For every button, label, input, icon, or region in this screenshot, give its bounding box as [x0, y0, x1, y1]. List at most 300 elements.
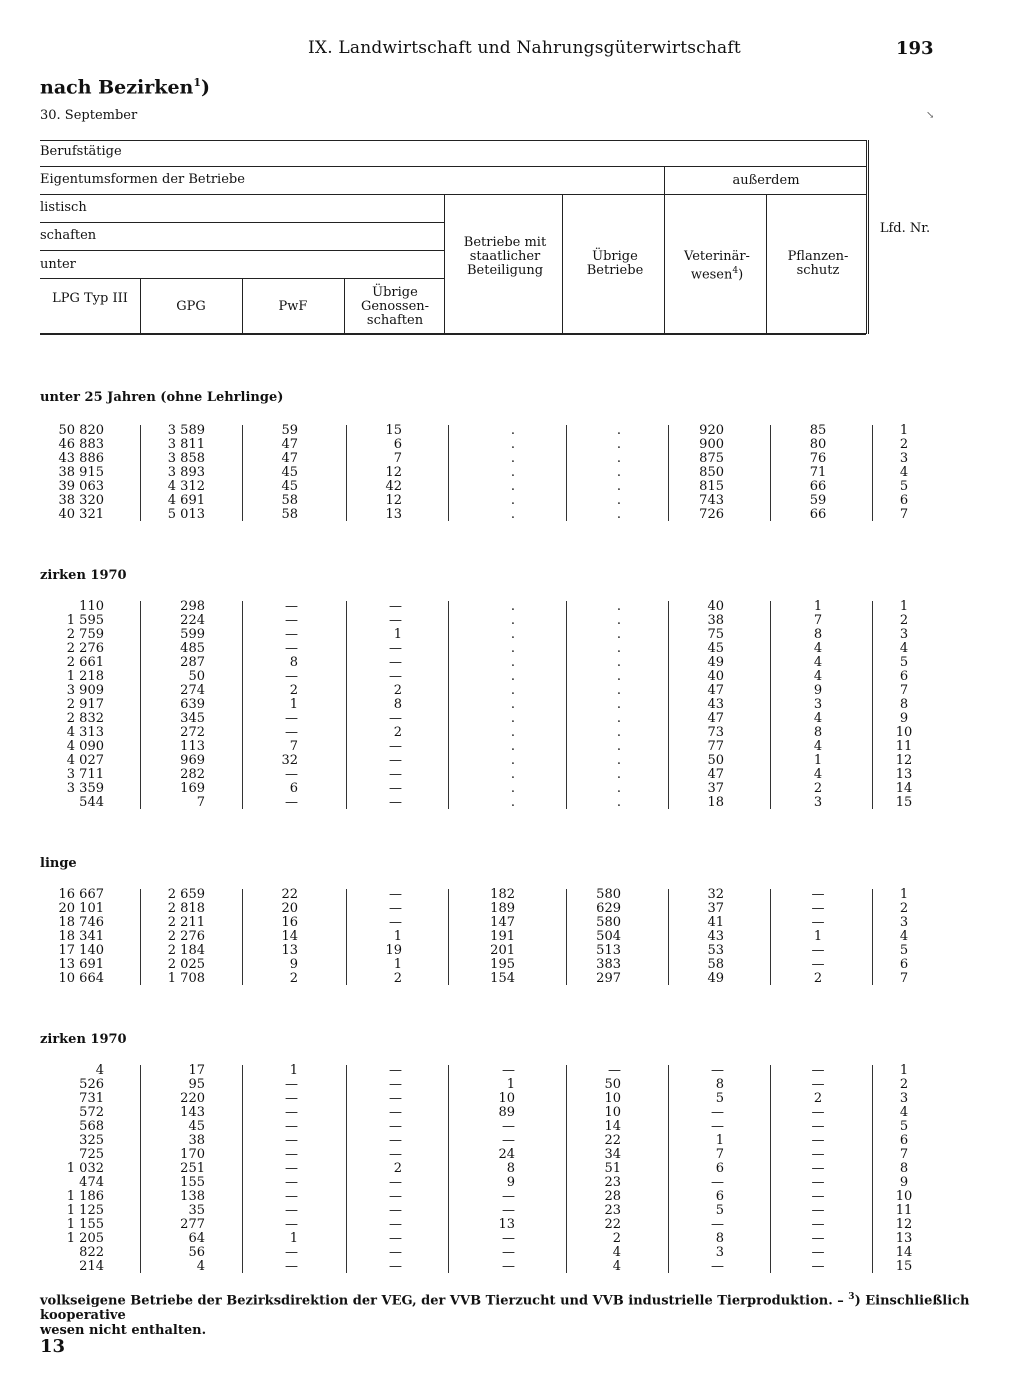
cell-uebrige-gen: 12 [385, 465, 402, 480]
cell-pflanz: — [811, 1119, 825, 1134]
cell-betriebe-staat: 195 [490, 957, 515, 972]
header-rule-v-ausserdem [664, 166, 665, 334]
cell-gpg: 969 [180, 753, 205, 768]
cell-pflanz: 7 [813, 613, 823, 628]
cell-uebrige-betr: 629 [596, 901, 621, 916]
footnote-line-1-b: ) Einschließlich kooperative [40, 1293, 970, 1324]
cell-pwf: — [285, 1105, 298, 1120]
cell-vet: 49 [707, 655, 724, 670]
cell-gpg: 2 276 [167, 929, 205, 944]
cell-uebrige-gen: 2 [393, 725, 402, 740]
table-row [0, 768, 1024, 782]
cell-lfd-nr: 5 [899, 1119, 909, 1134]
cell-uebrige-betr: . [616, 641, 621, 656]
cell-lfd-nr: 4 [899, 641, 909, 656]
table-row [0, 466, 1024, 480]
table-row [0, 656, 1024, 670]
cell-vet: 6 [715, 1161, 724, 1176]
cell-betriebe-staat: — [502, 1189, 515, 1204]
cell-gpg: 282 [180, 767, 205, 782]
cell-lfd-nr: 1 [899, 423, 909, 438]
cell-betriebe-staat: . [510, 451, 515, 466]
header-rule-3 [40, 222, 444, 223]
cell-lpg: 39 063 [58, 479, 104, 494]
cell-uebrige-betr: . [616, 739, 621, 754]
col-uebrige-genossenschaften: Übrige Genossen- schaften [360, 285, 430, 328]
cell-uebrige-gen: — [389, 1245, 402, 1260]
cell-pflanz: 3 [813, 795, 823, 810]
cell-lpg: 4 027 [66, 753, 104, 768]
cell-vet: 726 [699, 507, 724, 522]
cell-lpg: 1 032 [66, 1161, 104, 1176]
header-rule-v-gen [344, 278, 345, 334]
cell-lpg: 2 759 [66, 627, 104, 642]
cell-vet: 3 [715, 1245, 724, 1260]
col-vet-footnote-mark: 4 [732, 266, 739, 276]
cell-uebrige-gen: — [389, 901, 402, 916]
cell-lfd-nr: 6 [899, 669, 909, 684]
cell-pflanz: 80 [809, 437, 827, 452]
cell-uebrige-gen: 12 [385, 493, 402, 508]
cell-uebrige-betr: 504 [596, 929, 621, 944]
cell-uebrige-gen: 2 [393, 683, 402, 698]
col-pflanzenschutz: Pflanzen- schutz [787, 249, 849, 278]
cell-vet: — [711, 1217, 724, 1232]
cell-vet: 900 [699, 437, 724, 452]
cell-uebrige-gen: — [389, 1105, 402, 1120]
cell-uebrige-gen: — [389, 711, 402, 726]
cell-lpg: 568 [79, 1119, 104, 1134]
cell-pwf: 14 [281, 929, 298, 944]
cell-uebrige-betr: . [616, 697, 621, 712]
cell-lfd-nr: 1 [899, 1063, 909, 1078]
cell-vet: 43 [707, 697, 724, 712]
cell-lfd-nr: 7 [899, 507, 909, 522]
cell-pflanz: 4 [813, 669, 823, 684]
cell-uebrige-betr: . [616, 725, 621, 740]
cell-lpg: 1 218 [66, 669, 104, 684]
header-rule-v1 [444, 194, 445, 334]
cell-lpg: 38 915 [58, 465, 104, 480]
cell-gpg: 287 [180, 655, 205, 670]
cell-uebrige-gen: 1 [393, 627, 402, 642]
cell-lpg: 3 909 [66, 683, 104, 698]
cell-pwf: — [285, 613, 298, 628]
cell-pwf: 45 [281, 479, 298, 494]
cell-pflanz: 59 [809, 493, 827, 508]
table-row [0, 740, 1024, 754]
cell-uebrige-betr: . [616, 655, 621, 670]
header-rule-4 [40, 250, 444, 251]
cell-lfd-nr: 3 [899, 1091, 909, 1106]
cell-uebrige-betr: . [616, 613, 621, 628]
cell-pflanz: 85 [809, 423, 827, 438]
table-row [0, 712, 1024, 726]
cell-pflanz: — [811, 887, 825, 902]
cell-pwf: — [285, 1203, 298, 1218]
cell-pwf: — [285, 1161, 298, 1176]
cell-vet: 53 [707, 943, 724, 958]
cell-pwf: — [285, 1175, 298, 1190]
cell-uebrige-gen: — [389, 753, 402, 768]
cell-uebrige-betr: . [616, 451, 621, 466]
cell-pflanz: — [811, 1063, 825, 1078]
subtitle-footnote-mark: 1 [193, 76, 202, 89]
cell-vet: 18 [707, 795, 724, 810]
cell-uebrige-gen: — [389, 767, 402, 782]
cell-vet: 40 [707, 669, 724, 684]
cell-uebrige-betr: 28 [604, 1189, 621, 1204]
cell-pwf: 16 [281, 915, 298, 930]
cell-uebrige-gen: 2 [393, 1161, 402, 1176]
table-row [0, 1190, 1024, 1204]
cell-uebrige-betr: 513 [596, 943, 621, 958]
table-row [0, 494, 1024, 508]
cell-gpg: 45 [188, 1119, 205, 1134]
cell-gpg: 50 [188, 669, 205, 684]
cell-uebrige-betr: . [616, 795, 621, 810]
table-row [0, 628, 1024, 642]
cell-lfd-nr: 2 [899, 613, 909, 628]
cell-betriebe-staat: . [510, 479, 515, 494]
table-row [0, 1246, 1024, 1260]
cell-lpg: 50 820 [58, 423, 104, 438]
cell-pwf: 32 [281, 753, 298, 768]
cell-vet: 45 [707, 641, 724, 656]
cell-pwf: — [285, 1091, 298, 1106]
cell-gpg: 272 [180, 725, 205, 740]
cell-pflanz: 3 [813, 697, 823, 712]
cell-uebrige-gen: — [389, 1077, 402, 1092]
cell-pwf: — [285, 627, 298, 642]
cell-uebrige-betr: 22 [604, 1133, 621, 1148]
col-pwf: PwF [278, 299, 308, 314]
cell-lfd-nr: 1 [899, 599, 909, 614]
table-row [0, 600, 1024, 614]
cell-lpg: 725 [79, 1147, 104, 1162]
cell-pwf: — [285, 1189, 298, 1204]
table-row [0, 726, 1024, 740]
cell-vet: 7 [715, 1147, 724, 1162]
cell-vet: — [711, 1119, 724, 1134]
cell-pflanz: — [811, 1133, 825, 1148]
cell-uebrige-betr: 10 [604, 1091, 621, 1106]
table-row [0, 1078, 1024, 1092]
cell-pflanz: 4 [813, 767, 823, 782]
cell-lpg: 2 276 [66, 641, 104, 656]
cell-lfd-nr: 8 [899, 697, 909, 712]
cell-pwf: — [285, 1077, 298, 1092]
cell-vet: 8 [715, 1231, 724, 1246]
cell-pwf: — [285, 1119, 298, 1134]
footnote-line-1-sup: 3 [848, 1292, 855, 1302]
cell-gpg: 113 [180, 739, 205, 754]
cell-vet: 850 [699, 465, 724, 480]
cell-pflanz: 71 [809, 465, 827, 480]
cell-lfd-nr: 13 [895, 1231, 913, 1246]
cell-lfd-nr: 11 [895, 1203, 913, 1218]
cell-betriebe-staat: . [510, 599, 515, 614]
cell-betriebe-staat: . [510, 669, 515, 684]
cell-uebrige-betr: . [616, 599, 621, 614]
cell-betriebe-staat: . [510, 683, 515, 698]
cell-gpg: 35 [188, 1203, 205, 1218]
cell-lfd-nr: 3 [899, 451, 909, 466]
cell-betriebe-staat: 191 [490, 929, 515, 944]
cell-betriebe-staat: 147 [490, 915, 515, 930]
cell-pflanz: — [811, 1231, 825, 1246]
cell-betriebe-staat: . [510, 641, 515, 656]
cell-uebrige-gen: 15 [385, 423, 402, 438]
cell-lfd-nr: 5 [899, 655, 909, 670]
header-schaften: schaften [40, 228, 97, 243]
cell-uebrige-gen: — [389, 1063, 402, 1078]
cell-betriebe-staat: 154 [490, 971, 515, 986]
cell-pflanz: — [811, 1259, 825, 1274]
cell-uebrige-betr: . [616, 781, 621, 796]
table-row [0, 796, 1024, 810]
cell-lfd-nr: 6 [899, 957, 909, 972]
cell-lpg: 38 320 [58, 493, 104, 508]
cell-vet: 5 [715, 1203, 724, 1218]
header-listisch: listisch [40, 200, 87, 215]
cell-lpg: 20 101 [58, 901, 104, 916]
table-row [0, 1106, 1024, 1120]
cell-betriebe-staat: . [510, 739, 515, 754]
table-row [0, 480, 1024, 494]
cell-lfd-nr: 4 [899, 929, 909, 944]
table-row [0, 424, 1024, 438]
col-vet-text: Veterinär- wesen [684, 249, 750, 283]
cell-uebrige-betr: . [616, 465, 621, 480]
cell-lpg: 2 917 [66, 697, 104, 712]
table-row [0, 1162, 1024, 1176]
cell-uebrige-betr: 50 [604, 1077, 621, 1092]
cell-lpg: 1 125 [66, 1203, 104, 1218]
cell-vet: 815 [699, 479, 724, 494]
cell-gpg: 4 312 [167, 479, 205, 494]
table-row [0, 1232, 1024, 1246]
table-row [0, 1260, 1024, 1274]
header-rule-right [866, 140, 867, 334]
cell-lfd-nr: 14 [895, 781, 913, 796]
table-row [0, 1134, 1024, 1148]
cell-uebrige-betr: 14 [604, 1119, 621, 1134]
cell-lpg: 572 [79, 1105, 104, 1120]
page-bottom-number: 13 [40, 1336, 66, 1357]
cell-betriebe-staat: . [510, 655, 515, 670]
cell-lpg: 1 595 [66, 613, 104, 628]
cell-pflanz: 8 [813, 725, 823, 740]
cell-lfd-nr: 15 [895, 1259, 913, 1274]
cell-pwf: 59 [281, 423, 298, 438]
cell-lfd-nr: 13 [895, 767, 913, 782]
cell-pwf: — [285, 1217, 298, 1232]
cell-gpg: 5 013 [167, 507, 205, 522]
cell-pwf: — [285, 1147, 298, 1162]
cell-uebrige-gen: — [389, 795, 402, 810]
cell-lpg: 3 711 [66, 767, 104, 782]
cell-lfd-nr: 7 [899, 1147, 909, 1162]
cell-betriebe-staat: . [510, 711, 515, 726]
cell-lfd-nr: 12 [895, 753, 913, 768]
cell-pflanz: — [811, 1105, 825, 1120]
cell-pflanz: 4 [813, 655, 823, 670]
cell-lfd-nr: 7 [899, 971, 909, 986]
cell-vet: 32 [707, 887, 724, 902]
cell-gpg: 7 [196, 795, 205, 810]
cell-pwf: 9 [289, 957, 298, 972]
table-row [0, 958, 1024, 972]
cell-vet: 73 [707, 725, 724, 740]
header-rule-1 [40, 166, 866, 167]
cell-pwf: — [285, 1133, 298, 1148]
col-betriebe-staatl-beteiligung: Betriebe mit staatlicher Beteiligung [463, 235, 547, 278]
cell-pflanz: 1 [813, 599, 823, 614]
cell-gpg: 170 [180, 1147, 205, 1162]
cell-uebrige-betr: 10 [604, 1105, 621, 1120]
cell-pflanz: — [811, 1175, 825, 1190]
cell-lfd-nr: 2 [899, 901, 909, 916]
cell-uebrige-betr: 23 [604, 1175, 621, 1190]
cell-uebrige-gen: — [389, 1203, 402, 1218]
cell-gpg: 2 818 [167, 901, 205, 916]
cell-gpg: 2 025 [167, 957, 205, 972]
cell-betriebe-staat: 24 [498, 1147, 515, 1162]
footnote-line-1 [40, 1290, 1024, 1323]
section-title: linge [40, 856, 77, 871]
table-row [0, 670, 1024, 684]
table-row [0, 1148, 1024, 1162]
cell-vet: 75 [707, 627, 724, 642]
cell-betriebe-staat: 10 [498, 1091, 515, 1106]
cell-lpg: 18 341 [58, 929, 104, 944]
cell-pwf: — [285, 599, 298, 614]
cell-lpg: 822 [79, 1245, 104, 1260]
cell-uebrige-betr: . [616, 437, 621, 452]
col-lpg-typ-iii: LPG Typ III [52, 291, 128, 306]
cell-gpg: 4 [196, 1259, 205, 1274]
cell-lfd-nr: 2 [899, 437, 909, 452]
table-row [0, 902, 1024, 916]
cell-vet: 41 [707, 915, 724, 930]
cell-pwf: 1 [289, 1063, 298, 1078]
cell-gpg: 3 589 [167, 423, 205, 438]
cell-uebrige-betr: . [616, 683, 621, 698]
table-row [0, 642, 1024, 656]
cell-betriebe-staat: — [502, 1119, 515, 1134]
cell-pflanz: — [811, 1077, 825, 1092]
cell-lfd-nr: 1 [899, 887, 909, 902]
cell-lpg: 526 [79, 1077, 104, 1092]
cell-gpg: 56 [188, 1245, 205, 1260]
cell-uebrige-gen: 19 [385, 943, 402, 958]
cell-gpg: 3 811 [167, 437, 205, 452]
cell-uebrige-gen: — [389, 599, 402, 614]
cell-gpg: 277 [180, 1217, 205, 1232]
cell-vet: 47 [707, 711, 724, 726]
table-row [0, 972, 1024, 986]
cell-uebrige-betr: 4 [612, 1259, 621, 1274]
footnote [40, 1290, 1024, 1338]
cell-vet: 47 [707, 683, 724, 698]
table-row [0, 1218, 1024, 1232]
cell-gpg: 485 [180, 641, 205, 656]
cell-uebrige-gen: 13 [385, 507, 402, 522]
cell-vet: 40 [707, 599, 724, 614]
cell-lpg: 2 832 [66, 711, 104, 726]
table-row [0, 698, 1024, 712]
cell-lpg: 1 205 [66, 1231, 104, 1246]
cell-uebrige-gen: 7 [393, 451, 402, 466]
table-subtitle [40, 76, 210, 98]
cell-pwf: — [285, 767, 298, 782]
cell-vet: 49 [707, 971, 724, 986]
cell-vet: 38 [707, 613, 724, 628]
cell-lpg: 731 [79, 1091, 104, 1106]
header-ausserdem: außerdem [732, 173, 800, 188]
cell-lpg: 17 140 [58, 943, 104, 958]
cell-lfd-nr: 10 [895, 725, 913, 740]
cell-vet: 875 [699, 451, 724, 466]
table-row [0, 508, 1024, 522]
cell-gpg: 138 [180, 1189, 205, 1204]
cell-betriebe-staat: — [502, 1231, 515, 1246]
cell-pwf: 7 [289, 739, 298, 754]
cell-vet: 37 [707, 901, 724, 916]
cell-uebrige-betr: . [616, 753, 621, 768]
cell-pflanz: 66 [809, 507, 827, 522]
cell-betriebe-staat: . [510, 507, 515, 522]
cell-uebrige-gen: — [389, 669, 402, 684]
cell-uebrige-gen: — [389, 781, 402, 796]
cell-gpg: 3 858 [167, 451, 205, 466]
cell-betriebe-staat: . [510, 613, 515, 628]
cell-uebrige-gen: — [389, 613, 402, 628]
table-row [0, 684, 1024, 698]
cell-pflanz: 1 [813, 929, 823, 944]
cell-pflanz: 2 [813, 781, 823, 796]
cell-vet: — [711, 1063, 724, 1078]
cell-lpg: 1 155 [66, 1217, 104, 1232]
cell-pflanz: — [811, 1189, 825, 1204]
cell-vet: 37 [707, 781, 724, 796]
cell-pwf: — [285, 669, 298, 684]
cell-pflanz: 2 [813, 971, 823, 986]
cell-pwf: 1 [289, 1231, 298, 1246]
cell-uebrige-betr: . [616, 479, 621, 494]
cell-vet: 920 [699, 423, 724, 438]
cell-pwf: — [285, 1245, 298, 1260]
cell-betriebe-staat: 182 [490, 887, 515, 902]
cell-lpg: 214 [79, 1259, 104, 1274]
cell-lfd-nr: 9 [899, 1175, 909, 1190]
cell-lpg: 544 [79, 795, 104, 810]
header-rule-right-2 [868, 140, 869, 334]
cell-pwf: 47 [281, 451, 298, 466]
section-title: zirken 1970 [40, 568, 127, 583]
table-row [0, 1064, 1024, 1078]
cell-gpg: 17 [188, 1063, 205, 1078]
header-rule-top [40, 140, 866, 141]
cell-pflanz: — [811, 1203, 825, 1218]
cell-pflanz: 66 [809, 479, 827, 494]
cell-lfd-nr: 14 [895, 1245, 913, 1260]
cell-betriebe-staat: — [502, 1203, 515, 1218]
cell-uebrige-betr: . [616, 627, 621, 642]
table-row [0, 438, 1024, 452]
cell-uebrige-betr: 34 [604, 1147, 621, 1162]
